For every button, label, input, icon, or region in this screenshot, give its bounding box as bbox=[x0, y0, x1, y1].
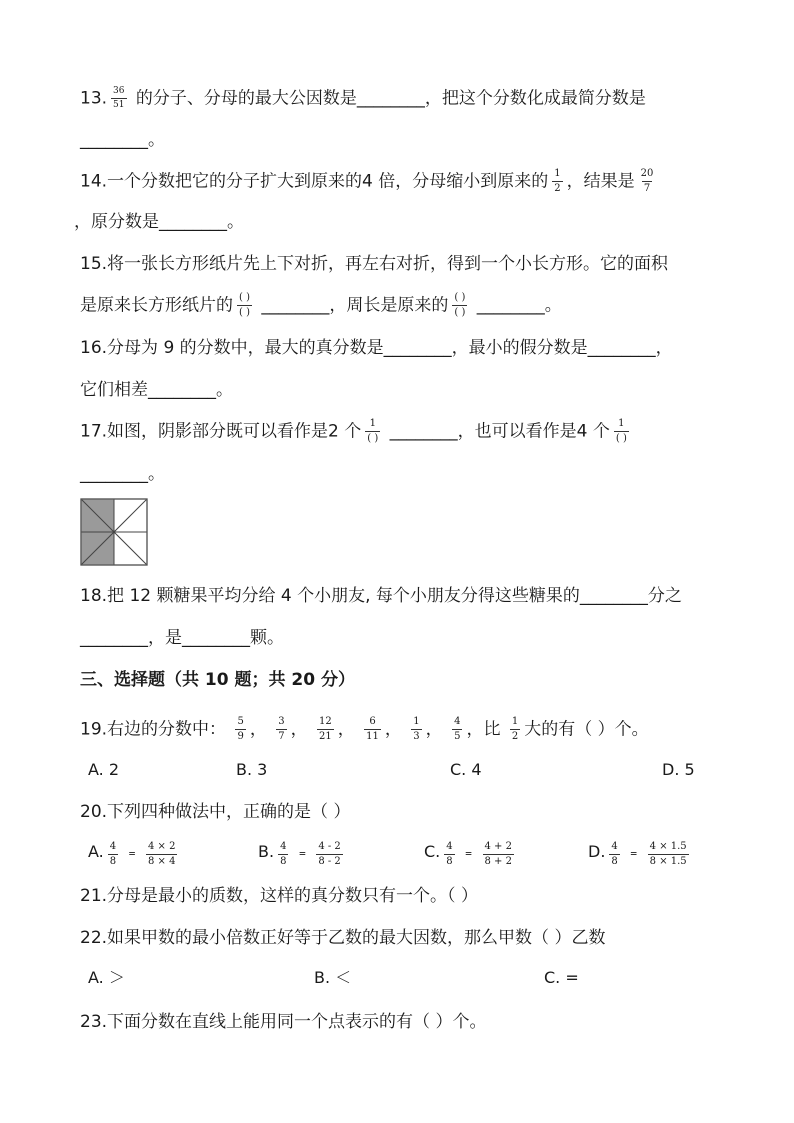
q22-option-a[interactable]: A. ＞ bbox=[88, 968, 125, 987]
q20-option-c[interactable]: C. $\frac{4}{8}$ = $\frac{4 + 2}{8 + 2}$ bbox=[424, 840, 512, 867]
question-13: 13. $\frac{36}{51}$ 的分子、分母的最大公因数是________，把这个分数化成最简分数是 bbox=[80, 86, 646, 110]
question-14-cont: ，原分数是________。 bbox=[74, 212, 244, 232]
q19-option-d[interactable]: D. 5 bbox=[662, 760, 695, 779]
option-fraction: $\frac{5}{9}$ bbox=[237, 716, 244, 742]
question-16-cont: 它们相差________。 bbox=[80, 380, 233, 400]
q22-option-b[interactable]: B. ＜ bbox=[314, 968, 352, 987]
option-fraction: $\frac{4}{5}$ bbox=[454, 716, 461, 742]
fraction-1-2: $\frac{1}{2}$ bbox=[511, 716, 519, 742]
question-20: 20.下列四种做法中，正确的是（ ） bbox=[80, 802, 351, 822]
q19-option-c[interactable]: C. 4 bbox=[450, 760, 482, 779]
question-21: 21.分母是最小的质数，这样的真分数只有一个。（ ） bbox=[80, 886, 478, 906]
fraction-1-2: $\frac{1}{2}$ bbox=[554, 168, 561, 194]
question-18: 18.把 12 颗糖果平均分给 4 个小朋友, 每个小朋友分得这些糖果的________分之 bbox=[80, 586, 682, 606]
fraction-blank: $\frac{( )}{( )}$ bbox=[454, 292, 466, 318]
question-16: 16.分母为 9 的分数中，最大的真分数是________，最小的假分数是________， bbox=[80, 338, 673, 358]
question-19: 19.右边的分数中： $\frac{5}{9}$ ， $\frac{3}{7}$ ， $\frac{12}{21}$ ， $\frac{6}{11}$ ， $\frac{1}{3}$ ， $\frac{4}{5}$ ，比 $\frac{1}{2}$ 大的有（ ）个。 bbox=[80, 716, 649, 742]
question-15-cont: 是原来长方形纸片的 $\frac{( )}{( )}$ ________，周长是原来的 $\frac{( )}{( )}$ ________。 bbox=[80, 292, 562, 318]
fraction-1-blank: $\frac{1}{( )}$ bbox=[615, 418, 627, 444]
q20-option-a[interactable]: A. $\frac{4}{8}$ = $\frac{4 \times 2}{8 \times 4}$ bbox=[88, 840, 176, 867]
option-fraction: $\frac{6}{11}$ bbox=[366, 716, 379, 742]
question-18-cont: ________，是________颗。 bbox=[80, 628, 284, 648]
q19-option-a[interactable]: A. 2 bbox=[88, 760, 120, 779]
q22-option-c[interactable]: C. = bbox=[544, 968, 579, 987]
fraction-36-51: $\frac{36}{51}$ bbox=[113, 86, 125, 110]
fraction-1-blank: $\frac{1}{( )}$ bbox=[367, 418, 379, 444]
question-22: 22.如果甲数的最小倍数正好等于乙数的最大因数，那么甲数（ ）乙数 bbox=[80, 928, 606, 948]
q20-option-b[interactable]: B. $\frac{4}{8}$ = $\frac{4 - 2}{8 - 2}$ bbox=[258, 840, 341, 867]
fraction-blank: $\frac{( )}{( )}$ bbox=[239, 292, 250, 318]
shaded-square-figure bbox=[80, 498, 148, 566]
question-15: 15.将一张长方形纸片先上下对折，再左右对折，得到一个小长方形。它的面积 bbox=[80, 254, 669, 274]
section-heading: 三、选择题（共 10 题；共 20 分） bbox=[80, 670, 355, 690]
q20-option-d[interactable]: D. $\frac{4}{8}$ = $\frac{4 \times 1.5}{8 \times 1.5}$ bbox=[588, 840, 687, 867]
question-13-cont: ________。 bbox=[80, 130, 165, 150]
question-17-cont: ________。 bbox=[80, 464, 165, 484]
question-23: 23.下面分数在直线上能用同一个点表示的有（ ）个。 bbox=[80, 1012, 487, 1032]
option-fraction: $\frac{12}{21}$ bbox=[319, 716, 332, 742]
fraction-20-7: $\frac{20}{7}$ bbox=[640, 168, 654, 194]
question-17: 17.如图，阴影部分既可以看作是2 个 $\frac{1}{( )}$ ________，也可以看作是4 个 $\frac{1}{( )}$ bbox=[80, 418, 627, 444]
question-14: 14.一个分数把它的分子扩大到原来的4 倍，分母缩小到原来的 $\frac{1}{2}$ ，结果是 $\frac{20}{7}$ bbox=[80, 168, 654, 194]
option-fraction: $\frac{3}{7}$ bbox=[278, 716, 285, 742]
option-fraction: $\frac{1}{3}$ bbox=[413, 716, 420, 742]
q19-option-b[interactable]: B. 3 bbox=[236, 760, 268, 779]
